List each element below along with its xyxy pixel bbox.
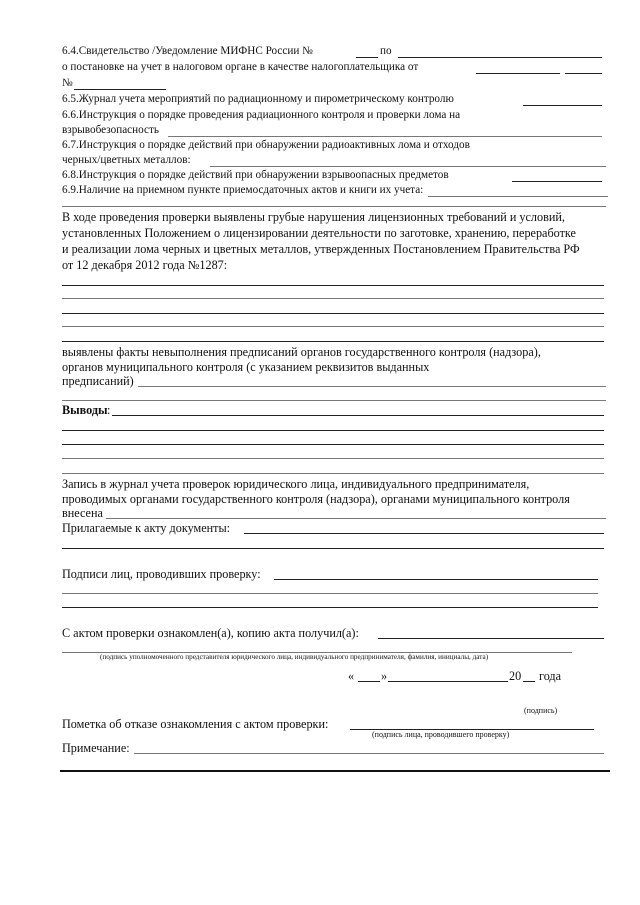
- conclusions-field-line-1[interactable]: [112, 415, 604, 416]
- acquainted-signature-field[interactable]: [378, 638, 604, 639]
- conclusions-field-line-5[interactable]: [62, 473, 604, 474]
- item-6-7-field[interactable]: [210, 166, 606, 167]
- date-month-field[interactable]: [388, 681, 508, 682]
- date-open-quote: «: [348, 669, 355, 683]
- item-6-6-field[interactable]: [168, 136, 602, 137]
- item-6-4-date-field[interactable]: [476, 73, 560, 74]
- attachments-field-line-2[interactable]: [62, 548, 604, 549]
- acquainted-label: С актом проверки ознакомлен(а), копию акта получил(а):: [62, 626, 359, 640]
- item-6-5-text: 6.5.Журнал учета мероприятий по радиационному и пирометрическому контролю: [62, 93, 454, 105]
- item-6-4-registration-text: о постановке на учет в налоговом органе в качестве налогоплательщика от: [62, 61, 419, 73]
- item-6-5-field[interactable]: [523, 105, 602, 106]
- date-century: 20: [509, 669, 522, 683]
- item-6-6-text: 6.6.Инструкция о порядке проведения радиационного контроля и проверки лома на: [62, 109, 461, 121]
- date-year-field[interactable]: [523, 681, 535, 682]
- item-6-7-text: 6.7.Инструкция о порядке действий при обнаружении радиоактивных лома и отходов: [62, 139, 470, 151]
- note-label: Примечание:: [62, 741, 130, 755]
- conclusions-field-line-2[interactable]: [62, 430, 604, 431]
- date-close-quote: »: [381, 669, 388, 683]
- violations-field-line-4[interactable]: [62, 326, 604, 327]
- item-6-8-field[interactable]: [512, 181, 602, 182]
- item-6-4-year-field[interactable]: [565, 73, 602, 74]
- inspectors-label: Подписи лиц, проводивших проверку:: [62, 567, 261, 581]
- item-6-9-text: 6.9.Наличие на приемном пункте приемосдаточных актов и книги их учета:: [62, 184, 424, 196]
- noncompliance-field-line-1[interactable]: [138, 386, 606, 387]
- violations-field-line-3[interactable]: [62, 313, 604, 314]
- noncompliance-line-2: органов муниципального контроля (с указанием реквизитов выданных: [62, 360, 430, 374]
- item-6-4-issuer-field[interactable]: [398, 57, 602, 58]
- inspectors-signature-field-3[interactable]: [62, 607, 598, 608]
- journal-line-1: Запись в журнал учета проверок юридического лица, индивидуального предпринимателя,: [62, 477, 530, 491]
- noncompliance-line-3: предписаний): [62, 374, 134, 388]
- item-6-7-text-cont: черных/цветных металлов:: [62, 154, 191, 166]
- item-6-9-field-line2[interactable]: [62, 206, 606, 207]
- item-6-9-field[interactable]: [428, 196, 608, 197]
- item-6-8-text: 6.8.Инструкция о порядке действий при обнаружении взрывоопасных предметов: [62, 169, 449, 181]
- refusal-label: Пометка об отказе ознакомления с актом проверки:: [62, 717, 329, 731]
- attachments-label: Прилагаемые к акту документы:: [62, 521, 231, 535]
- attachments-field-line-1[interactable]: [244, 533, 604, 534]
- journal-line-3: внесена: [62, 506, 103, 520]
- violations-line-1: В ходе проведения проверки выявлены грубые нарушения лицензионных требований и условий,: [62, 210, 565, 224]
- conclusions-colon: :: [107, 403, 111, 417]
- inspectors-signature-field-1[interactable]: [274, 579, 598, 580]
- journal-line-2: проводимых органами государственного контроля (надзора), органами муниципального контроля: [62, 492, 570, 506]
- violations-line-4: от 12 декабря 2012 года №1287:: [62, 258, 228, 272]
- violations-line-2: установленных Положением о лицензировании деятельности по заготовке, хранению, переработке: [62, 226, 576, 240]
- violations-field-line-5[interactable]: [62, 341, 604, 342]
- conclusions-field-line-3[interactable]: [62, 444, 604, 445]
- item-6-4-number-field[interactable]: [356, 57, 378, 58]
- journal-field[interactable]: [106, 518, 606, 519]
- item-6-4-number-sign: №: [62, 77, 73, 89]
- date-year-word: года: [539, 669, 562, 683]
- violations-line-3: и реализации лома черных и цветных металлов, утвержденных Постановлением Правительства РФ: [62, 242, 580, 256]
- conclusions-label: Выводы: [62, 403, 108, 417]
- bottom-rule: [60, 770, 610, 772]
- violations-field-line-1[interactable]: [62, 285, 604, 286]
- item-6-6-text-cont: взрывобезопасность: [62, 124, 159, 136]
- refusal-caption: (подпись лица, проводившего проверку): [372, 730, 510, 739]
- item-6-4-po: по: [380, 45, 392, 57]
- item-6-4-certificate-number-field[interactable]: [74, 89, 166, 90]
- item-6-4-text: 6.4.Свидетельство /Уведомление МИФНС России №: [62, 45, 313, 57]
- noncompliance-line-1: выявлены факты невыполнения предписаний органов государственного контроля (надзора),: [62, 345, 541, 359]
- acquainted-caption: (подпись уполномоченного представителя юридического лица, индивидуального предпринимателя, фамилия, инициалы, дата): [100, 653, 489, 661]
- date-day-field[interactable]: [358, 681, 380, 682]
- violations-field-line-2[interactable]: [62, 298, 604, 299]
- noncompliance-field-line-2[interactable]: [62, 400, 606, 401]
- conclusions-field-line-4[interactable]: [62, 458, 604, 459]
- note-field[interactable]: [134, 753, 604, 754]
- inspectors-signature-field-2[interactable]: [62, 593, 598, 594]
- signature-caption: (подпись): [524, 706, 558, 715]
